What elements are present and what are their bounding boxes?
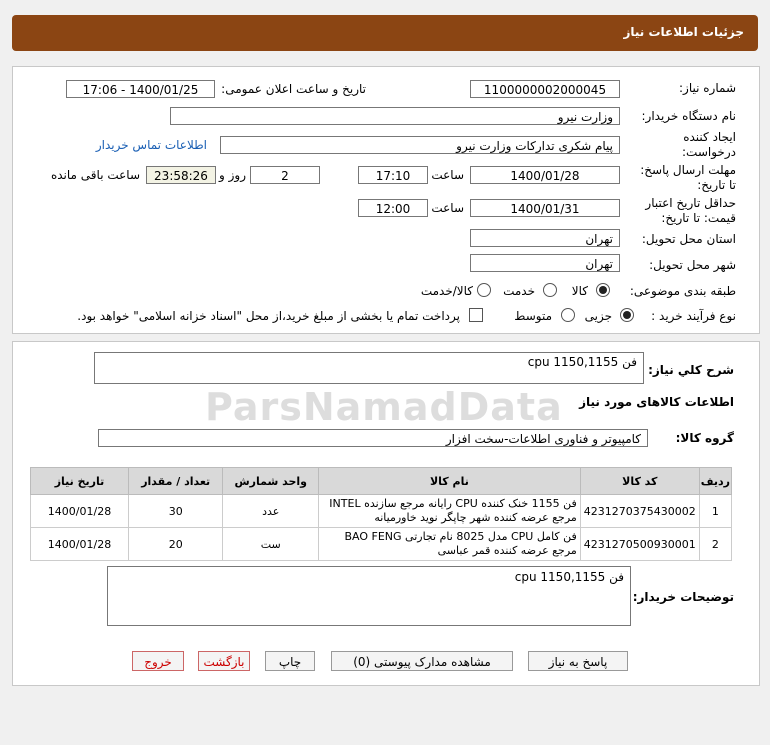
back-button[interactable]: بازگشت bbox=[198, 651, 250, 671]
page-title: جزئیات اطلاعات نیاز bbox=[623, 25, 744, 39]
category-goods-radio[interactable] bbox=[596, 283, 610, 297]
view-docs-button[interactable]: مشاهده مدارک پیوستی (0) bbox=[331, 651, 513, 671]
city-label: شهر محل تحویل: bbox=[649, 258, 736, 272]
table-row bbox=[31, 495, 732, 528]
item-qty: 30 bbox=[129, 495, 223, 528]
process-minor-label: جزیی bbox=[584, 309, 612, 323]
province-label: استان محل تحویل: bbox=[641, 232, 736, 246]
col-unit: واحد شمارش bbox=[223, 468, 319, 495]
creator-label-2: درخواست: bbox=[682, 145, 736, 159]
deadline-label-1: مهلت ارسال پاسخ: bbox=[640, 163, 736, 177]
row-number: 2 bbox=[699, 528, 731, 561]
treasury-payment-note: پرداخت تمام یا بخشی از مبلغ خرید،از محل "اسناد خزانه اسلامی" خواهد بود. bbox=[77, 309, 460, 323]
exit-button[interactable]: خروج bbox=[132, 651, 184, 671]
city-field: تهران bbox=[470, 254, 620, 272]
days-label: روز و bbox=[219, 168, 246, 182]
creator-field: پیام شکری تدارکات وزارت نیرو bbox=[220, 136, 620, 154]
process-minor-radio[interactable] bbox=[620, 308, 634, 322]
remaining-time-field: 23:58:26 bbox=[146, 166, 216, 184]
item-code: 4231270375430002 bbox=[580, 495, 699, 528]
col-row: ردیف bbox=[699, 468, 731, 495]
goods-section-title: اطلاعات کالاهای مورد نیاز bbox=[579, 395, 734, 409]
item-date: 1400/01/28 bbox=[31, 495, 129, 528]
page-title-bar bbox=[12, 15, 758, 51]
deadline-date-field: 1400/01/28 bbox=[470, 166, 620, 184]
goods-group-field: کامپیوتر و فناوری اطلاعات-سخت افزار bbox=[98, 429, 648, 447]
announce-label: تاریخ و ساعت اعلان عمومی: bbox=[221, 82, 366, 96]
summary-label: شرح کلي نياز: bbox=[648, 363, 734, 377]
validity-time-label: ساعت bbox=[431, 201, 464, 215]
category-goods-service-radio[interactable] bbox=[477, 283, 491, 297]
buyer-contact-link[interactable]: اطلاعات تماس خریدار bbox=[95, 138, 207, 152]
item-unit: عدد bbox=[223, 495, 319, 528]
item-unit: ست bbox=[223, 528, 319, 561]
validity-time-field: 12:00 bbox=[358, 199, 428, 217]
buyer-notes-label: توضیحات خریدار: bbox=[632, 590, 734, 604]
goods-table bbox=[30, 467, 732, 561]
deadline-time-field: 17:10 bbox=[358, 166, 428, 184]
category-label: طبقه بندی موضوعی: bbox=[629, 284, 736, 298]
buyer-notes-field: فن cpu 1150,1155 bbox=[107, 566, 631, 626]
announce-field: 1400/01/25 - 17:06 bbox=[66, 80, 215, 98]
col-qty: تعداد / مقدار bbox=[129, 468, 223, 495]
col-code: کد کالا bbox=[580, 468, 699, 495]
goods-table-header bbox=[31, 468, 732, 495]
category-goods-label: کالا bbox=[571, 284, 588, 298]
validity-date-field: 1400/01/31 bbox=[470, 199, 620, 217]
treasury-payment-checkbox[interactable] bbox=[469, 308, 483, 322]
category-service-label: خدمت bbox=[503, 284, 535, 298]
deadline-time-label: ساعت bbox=[431, 168, 464, 182]
col-name: نام کالا bbox=[319, 468, 581, 495]
category-service-radio[interactable] bbox=[543, 283, 557, 297]
validity-label-2: قیمت: تا تاریخ: bbox=[661, 211, 736, 225]
item-name: فن کامل CPU مدل 8025 نام تجارتی BAO FENG مرجع عرضه کننده قمر عباسی bbox=[319, 528, 581, 561]
category-goods-service-label: کالا/خدمت bbox=[420, 284, 473, 298]
buyer-org-label: نام دستگاه خریدار: bbox=[641, 109, 736, 123]
print-button[interactable]: چاپ bbox=[265, 651, 315, 671]
process-label: نوع فرآیند خرید : bbox=[651, 309, 736, 323]
row-number: 1 bbox=[699, 495, 731, 528]
table-row bbox=[31, 528, 732, 561]
col-date: تاریخ نیاز bbox=[31, 468, 129, 495]
creator-label-1: ایجاد کننده bbox=[683, 130, 736, 144]
watermark: ParsNamadData bbox=[205, 385, 563, 429]
buyer-org-field: وزارت نیرو bbox=[170, 107, 620, 125]
item-date: 1400/01/28 bbox=[31, 528, 129, 561]
days-field: 2 bbox=[250, 166, 320, 184]
remaining-time-label: ساعت باقی مانده bbox=[50, 168, 140, 182]
process-medium-label: متوسط bbox=[514, 309, 552, 323]
need-number-field: 1100000002000045 bbox=[470, 80, 620, 98]
deadline-label-2: تا تاریخ: bbox=[697, 178, 736, 192]
validity-label-1: حداقل تاریخ اعتبار bbox=[645, 196, 736, 210]
goods-group-label: گروه کالا: bbox=[675, 431, 734, 445]
need-number-label: شماره نیاز: bbox=[679, 81, 736, 95]
item-code: 4231270500930001 bbox=[580, 528, 699, 561]
reply-button[interactable]: پاسخ به نیاز bbox=[528, 651, 628, 671]
province-field: تهران bbox=[470, 229, 620, 247]
process-medium-radio[interactable] bbox=[561, 308, 575, 322]
item-qty: 20 bbox=[129, 528, 223, 561]
summary-field: فن cpu 1150,1155 bbox=[94, 352, 644, 384]
item-name: فن 1155 خنک کننده CPU رایانه مرجع سازنده INTEL مرجع عرضه کننده شهر چاپگر نوید خاورمیانه bbox=[319, 495, 581, 528]
